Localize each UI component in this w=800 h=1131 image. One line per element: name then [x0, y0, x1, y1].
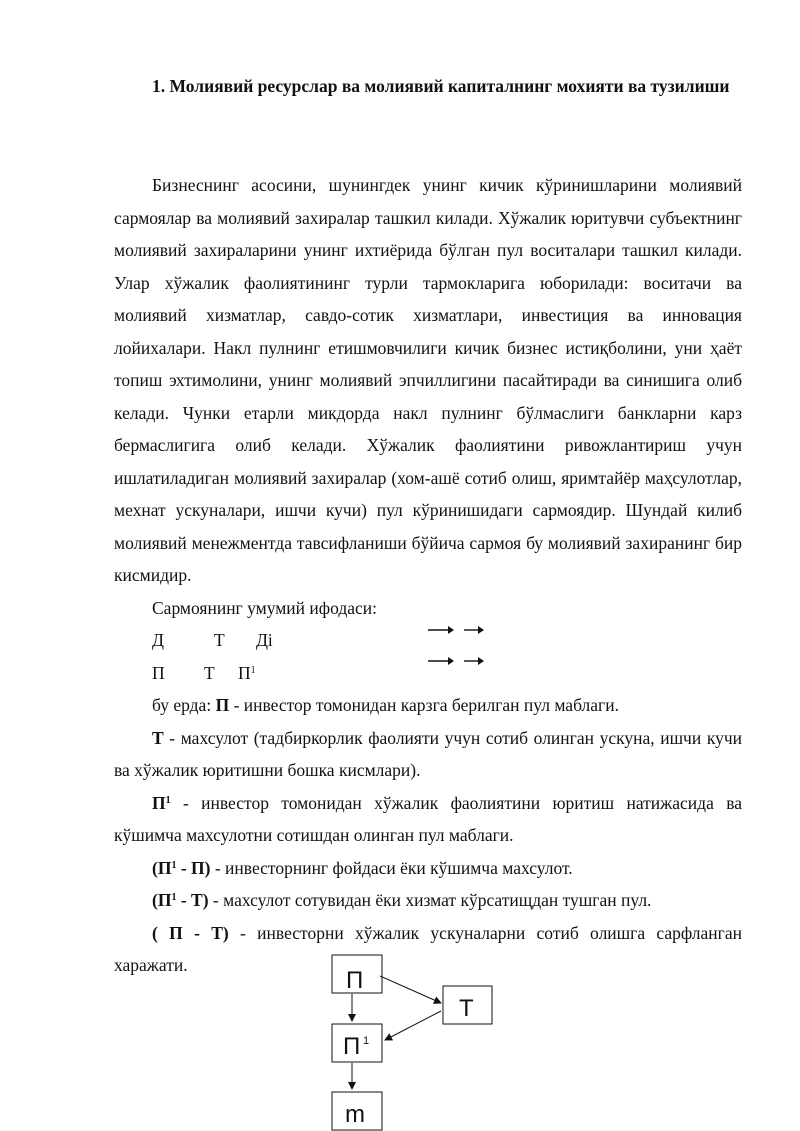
definition-profit — [114, 852, 742, 885]
formula-row-1 — [114, 624, 742, 657]
definition-prefix: бу ерда: — [152, 695, 216, 715]
arrows-row-2 — [426, 654, 486, 668]
formula-t: Т — [214, 630, 225, 650]
box-p1-label: П — [343, 1033, 361, 1060]
definition-term: П — [215, 695, 230, 715]
box-p-label: П — [346, 967, 364, 994]
definition-term: П — [152, 792, 166, 813]
box-t — [443, 986, 492, 1024]
definition-term: (П — [152, 890, 172, 910]
definition-term: ( П - Т) — [152, 922, 229, 943]
box-m-label: m — [345, 1101, 365, 1128]
definition-text: - инвесторни хўжалик ускуналарни сотиб олишга сарфланган харажати. — [114, 922, 742, 975]
paragraph-capital: Бизнеснинг асосини, шунингдек унинг кичик кўринишларини молиявий сармоялар ва молиявий захиралар ташкил килади. Хўжалик юритувчи субъектнинг молиявий захираларини унинг ихтиёрида бўлган пул воситалари ташкил килади. Улар хўжалик фаолиятининг турли тармокларига юборилади: воситачи ва молиявий хизматлар, савдо-сотик хизматлари, инвестиция ва инновация лойихалари. Накл пулнинг етишмовчилиги кичик бизнес истиқболини, уни ҳаёт топиш эхтимолини, унинг молиявий эпчиллигини пасайтиради ва синишига олиб келади. Чунки етарли микдорда накл пулнинг бўлмаслиги банкларни карз бермаслигига олиб келади. Хўжалик фаолиятини ривожлантириш учун ишлатиладиган молиявий захиралар (хом-ашё сотиб олиш, яримтайёр маҳсулотлар, мехнат ускуналари, ишчи кучи) пул кўринишидаги сармоядир. Шундай килиб молиявий менежментда тавсифланиши бўйича сармоя бу молиявий захиранинг бир кисмидир. — [114, 175, 742, 585]
definition-sup: 1 — [165, 794, 171, 806]
box-m — [332, 1092, 382, 1130]
definition-term-end: - Т) — [176, 890, 209, 910]
body-text — [114, 169, 742, 982]
formula-p: П — [152, 662, 165, 683]
formula-p1-sup: 1 — [250, 664, 256, 676]
definition-p1 — [114, 787, 742, 852]
formula-di: Дi — [256, 630, 273, 650]
definition-term-end: - П) — [176, 857, 211, 878]
definition-text: - махсулот сотувидан ёки хизмат кўрсатищдан тушган пул. — [208, 890, 652, 910]
definition-revenue — [114, 884, 742, 917]
definition-sup: 1 — [171, 859, 177, 871]
arrow-t-to-p1 — [385, 1011, 441, 1040]
definition-t — [114, 722, 742, 787]
definition-text: - инвесторнинг фойдаси ёки кўшимча махсулот. — [210, 857, 573, 878]
box-p1-sup: 1 — [363, 1035, 370, 1047]
definition-term: (П — [152, 857, 172, 878]
formula-t2: Т — [204, 662, 215, 683]
formula-p1 — [238, 657, 256, 690]
definition-text: - инвестор томонидан хўжалик фаолиятини юритиш натижасида ва кўшимча махсулотни сотишдан олинган пул маблаги. — [114, 792, 742, 845]
formula-d: Д — [152, 630, 164, 650]
arrows-row-1 — [426, 623, 486, 637]
definition-sup: 1 — [171, 892, 177, 903]
definition-term: Т — [152, 727, 164, 748]
box-t-label: Т — [459, 995, 474, 1022]
formula-row-2 — [114, 657, 742, 690]
double-arrow-icon — [426, 654, 486, 668]
definition-text: - инвестор томонидан карзга берилган пул маблаги. — [229, 695, 619, 715]
definition-p — [114, 689, 742, 722]
formula-intro: Сармоянинг умумий ифодаси: — [152, 597, 378, 618]
definition-text: - махсулот (тадбиркорлик фаолияти учун сотиб олинган ускуна, ишчи кучи ва хўжалик юритишни бошка кисмлари). — [114, 727, 742, 780]
formula-p1-base: П — [238, 662, 251, 683]
box-p1 — [332, 1024, 382, 1062]
double-arrow-icon — [426, 623, 486, 637]
section-heading: 1. Молиявий ресурслар ва молиявий капиталнинг мохияти ва тузилиши — [152, 76, 730, 96]
definition-expense — [114, 917, 742, 982]
